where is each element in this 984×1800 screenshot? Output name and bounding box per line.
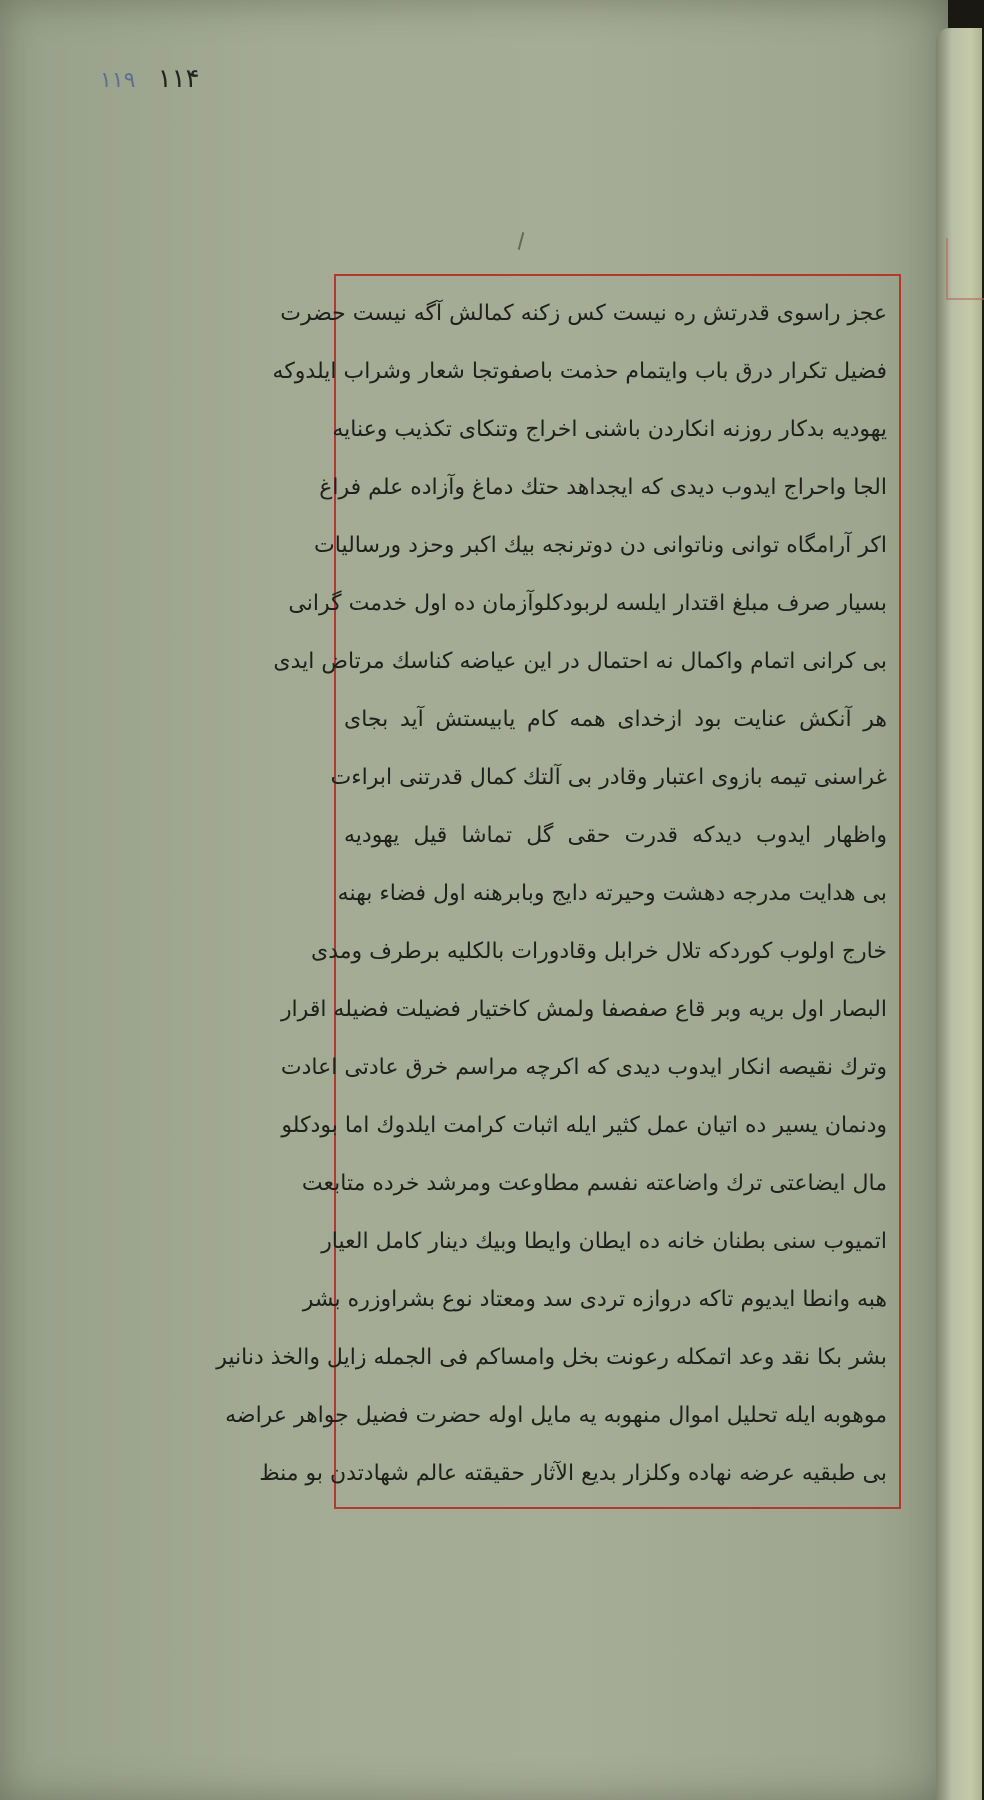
text-line: ودنمان یسیر ده اتیان عمل کثیر ایله اثبات کرامت ایلدوك اما بودکلو	[281, 1113, 887, 1138]
text-line: مال ایضاعتی ترك واضاعته نفسم مطاوعت ومرشد خرده متابعت	[301, 1171, 887, 1196]
text-line: هبه وانطا ایدیوم تاکه دروازه تردی سد ومعتاد نوع بشراوزره بشر	[302, 1287, 887, 1312]
text-line: یهودیه بدکار روزنه انکاردن باشنی اخراج وتنکای تکذیب وعنایه	[332, 417, 887, 442]
text-line: موهوبه ایله تحلیل اموال منهوبه یه مایل اوله حضرت فضیل جواهر عراضه	[225, 1403, 887, 1428]
text-line: عجز راسوی قدرتش ره نیست کس زکنه کمالش آگه نیست حضرت	[280, 301, 887, 326]
text-line: فضیل تکرار درق باب وایتمام حذمت باصفوتجا شعار وشراب ایلدوکه	[272, 359, 887, 384]
adjacent-leaf-edge	[936, 28, 982, 1800]
main-text-block	[216, 288, 895, 1498]
text-line: اکر آرامگاه توانی وناتوانی دن دوترنجه بیك اکبر وحزد ورسالیات	[314, 533, 887, 558]
folio-number-current: ۱۱۴	[157, 64, 200, 94]
text-line: هر آنکش عنایت بود ازخدای همه کام یابیستش آید بجای	[344, 707, 887, 732]
text-line: واظهار ایدوب دیدکه قدرت حقی گل تماشا قیل یهودیه	[344, 823, 887, 848]
text-line: بشر بکا نقد وعد اتمکله رعونت بخل وامساکم فی الجمله زایل والخذ دنانیر	[216, 1345, 887, 1370]
text-line: اتمیوب سنی بطنان خانه ده ایطان وایطا وبیك دینار کامل العیار	[321, 1229, 887, 1254]
text-line: بی کرانی اتمام واکمال نه احتمال در این عیاضه کناسك مرتاض ایدی	[273, 649, 887, 674]
text-line: البصار اول بریه وبر قاع صفصفا ولمش کاختیار فضیلت فضیله اقرار	[280, 997, 887, 1022]
text-line: خارج اولوب کوردکه تلال خرابل وقادورات بالکلیه برطرف ومدی	[311, 939, 887, 964]
text-line: الجا واحراج ایدوب دیدی که ایجداهد حتك دماغ وآزاده علم فراغ	[319, 475, 887, 500]
text-line: بسیار صرف مبلغ اقتدار ایلسه لربودکلوآزمان ده اول خدمت گرانی	[288, 591, 887, 616]
text-line: بی طبقیه عرضه نهاده وکلزار بدیع الآثار حقیقته عالم شهادتدن بو منظ	[259, 1461, 887, 1486]
text-line: غراسنی تیمه بازوی اعتبار وقادر بی آلتك کمال قدرتنی ابراءت	[330, 765, 887, 790]
text-line: بی هدایت مدرجه دهشت وحیرته دایج وبابرهنه اول فضاء بهنه	[337, 881, 887, 906]
folio-number	[100, 64, 200, 94]
folio-number-old: ۱۱۹	[100, 68, 136, 93]
text-line: وترك نقیصه انکار ایدوب دیدی که اکرچه مراسم خرق عادتی اعادت	[280, 1055, 887, 1080]
